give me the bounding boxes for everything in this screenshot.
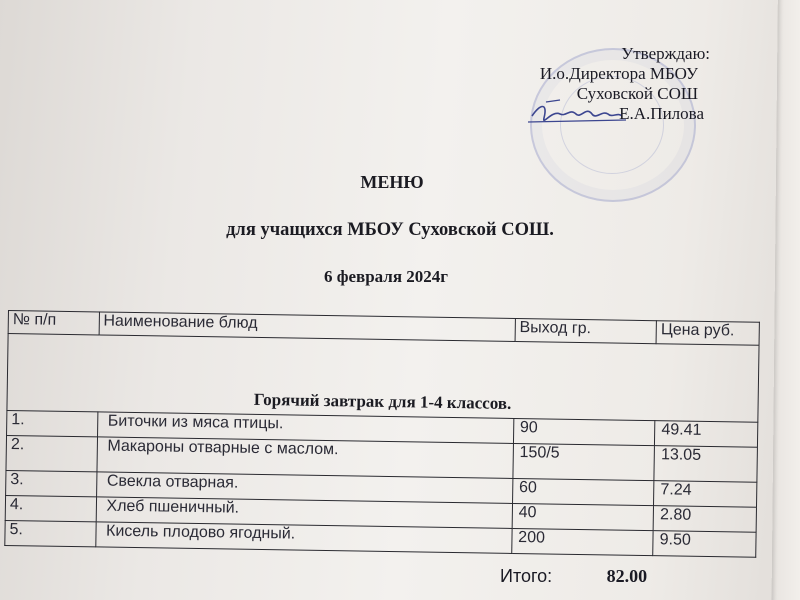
row-price: 49.41 <box>655 421 758 448</box>
row-weight: 200 <box>512 528 654 555</box>
total-label: Итого: <box>500 566 553 586</box>
row-number: 4. <box>5 495 96 521</box>
approval-heading: Утверждаю: <box>621 44 710 63</box>
approval-signatory: Е.А.Пилова <box>619 104 704 123</box>
row-dish-name: Кисель плодово ягодный. <box>95 522 512 554</box>
page-title: МЕНЮ <box>360 172 424 192</box>
row-weight: 40 <box>512 503 654 530</box>
header-number: № п/п <box>8 311 99 335</box>
row-dish-name: Хлеб пшеничный. <box>96 497 513 529</box>
total-value: 82.00 <box>606 566 648 586</box>
total-line <box>500 566 730 587</box>
approval-school: Суховской СОШ <box>576 84 698 103</box>
row-dish-name: Свекла отварная. <box>96 472 513 504</box>
menu-table-wrapper <box>4 310 760 558</box>
row-dish-name: Макароны отварные с маслом. <box>97 437 514 479</box>
row-price: 7.24 <box>654 481 757 508</box>
approval-block <box>520 44 750 124</box>
row-weight: 60 <box>512 478 654 505</box>
row-weight: 150/5 <box>513 443 655 480</box>
row-price: 2.80 <box>653 506 756 533</box>
section-row <box>7 334 759 423</box>
row-number: 2. <box>6 435 97 471</box>
row-number: 5. <box>5 520 96 546</box>
row-price: 13.05 <box>654 446 757 483</box>
row-price: 9.50 <box>653 531 756 558</box>
row-number: 1. <box>7 410 98 436</box>
section-title: Горячий завтрак для 1-4 классов. <box>7 334 759 423</box>
page-subtitle: для учащихся МБОУ Суховской СОШ. <box>226 220 554 240</box>
menu-date: 6 февраля 2024г <box>323 267 449 286</box>
row-dish-name: Биточки из мяса птицы. <box>97 412 514 444</box>
row-number: 3. <box>6 470 97 496</box>
header-price: Цена руб. <box>656 321 759 346</box>
menu-table <box>4 310 760 558</box>
approval-position: И.о.Директора МБОУ <box>539 64 698 83</box>
row-weight: 90 <box>513 418 655 445</box>
header-dish-name: Наименование блюд <box>99 312 516 342</box>
header-weight: Выход гр. <box>515 318 657 343</box>
